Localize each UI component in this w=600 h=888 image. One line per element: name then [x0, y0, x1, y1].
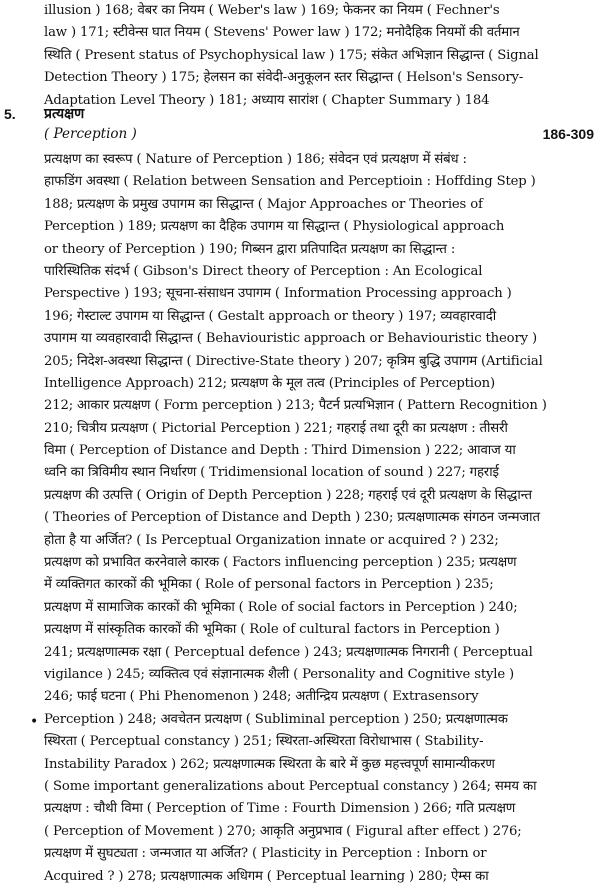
entry-line: 241; प्रत्यक्षणात्मक रक्षा ( Perceptual defence ) 243; प्रत्यक्षणात्मक निगरानी ( Perceptual	[44, 644, 533, 660]
entry-line: 210; चित्रीय प्रत्यक्षण ( Pictorial Perception ) 221; गहराई तथा दूरी का प्रत्यक्षण : तीसरी	[44, 420, 508, 436]
previous-section-entries	[44, 0, 592, 112]
entry-line: 196; गेस्टाल्ट उपागम या सिद्धान्त ( Gestalt approach or theory ) 197; व्यवहारवादी	[44, 308, 496, 324]
entry-line: ध्वनि का त्रिविमीय स्थान निर्धारण ( Tridimensional location of sound ) 227; गहराई	[44, 465, 499, 481]
section-title-english: ( Perception )	[44, 126, 137, 142]
entry-line: ( Perception of Movement ) 270; आकृति अनुप्रभाव ( Figural after effect ) 276;	[44, 823, 522, 839]
entry-line: स्थिति ( Present status of Psychophysical law ) 175; संकेत अभिज्ञान सिद्धान्त ( Signal	[44, 47, 539, 63]
entry-line: or theory of Perception ) 190; गिब्सन द्वारा प्रतिपादित प्रत्यक्षण का सिद्धान्त :	[44, 241, 456, 257]
entry-line: ( Theories of Perception of Distance and Depth ) 230; प्रत्यक्षणात्मक संगठन जन्मजात	[44, 510, 540, 526]
entry-line: 246; फाई घटना ( Phi Phenomenon ) 248; अतीन्द्रिय प्रत्यक्षण ( Extrasensory	[44, 689, 479, 705]
entry-line: स्थिरता ( Perceptual constancy ) 251; स्थिरता-अस्थिरता विरोधाभास ( Stability-	[44, 734, 484, 750]
entry-line: Perspective ) 193; सूचना-संसाधन उपागम ( Information Processing approach )	[44, 286, 512, 302]
margin-bullet-mark: •	[30, 714, 39, 730]
entry-line: law ) 171; स्टीवेन्स घात नियम ( Stevens' Power law ) 172; मनोदैहिक नियमों की वर्तमान	[44, 25, 520, 41]
section-number: 5.	[4, 106, 16, 122]
entry-line: प्रत्यक्षण में सामाजिक कारकों की भूमिका ( Role of social factors in Perception ) 240;	[44, 599, 518, 615]
entry-line: Detection Theory ) 175; हेलसन का संवेदी-अनुकूलन स्तर सिद्धान्त ( Helson's Sensory-	[44, 70, 524, 86]
entry-line: प्रत्यक्षण : चौथी विमा ( Perception of Time : Fourth Dimension ) 266; गति प्रत्यक्षण	[44, 801, 516, 817]
entry-line: illusion ) 168; वेबर का नियम ( Weber's law ) 169; फेकनर का नियम ( Fechner's	[44, 3, 500, 18]
section-title-hindi: प्रत्यक्षण	[44, 106, 85, 122]
section-entries	[44, 149, 592, 888]
entry-line: प्रत्यक्षण में सांस्कृतिक कारकों की भूमिका ( Role of cultural factors in Perception )	[44, 622, 500, 638]
entry-line: Intelligence Approach) 212; प्रत्यक्षण के मूल तत्व (Principles of Perception)	[44, 375, 495, 391]
entry-line: 212; आकार प्रत्यक्षण ( Form perception ) 213; पैटर्न प्रत्यभिज्ञान ( Pattern Recognition )	[44, 398, 547, 414]
entry-line: में व्यक्तिगत कारकों की भूमिका ( Role of personal factors in Perception ) 235;	[44, 577, 494, 593]
entry-line: Acquired ? ) 278; प्रत्यक्षणात्मक अधिगम ( Perceptual learning ) 280; ऐम्स का	[44, 868, 489, 884]
entry-line: ( Some important generalizations about Perceptual constancy ) 264; समय का	[44, 778, 537, 794]
entry-line: Adaptation Level Theory ) 181; अध्याय सारांश ( Chapter Summary ) 184	[44, 92, 490, 108]
entry-line: होता है या अर्जित? ( Is Perceptual Organization innate or acquired ? ) 232;	[44, 532, 499, 548]
entry-line: प्रत्यक्षण की उत्पत्ति ( Origin of Depth Perception ) 228; गहराई एवं दूरी प्रत्यक्षण के सिद्धान्त	[44, 487, 532, 503]
entry-line: 188; प्रत्यक्षण के प्रमुख उपागम का सिद्धान्त ( Major Approaches or Theories of	[44, 196, 483, 212]
entry-line: पारिस्थितिक संदर्भ ( Gibson's Direct theory of Perception : An Ecological	[44, 263, 483, 279]
entry-line: vigilance ) 245; व्यक्तित्व एवं संज्ञानात्मक शैली ( Personality and Cognitive style )	[44, 666, 515, 682]
entry-line: उपागम या व्यवहारवादी सिद्धान्त ( Behaviouristic approach or Behaviouristic theory )	[44, 331, 537, 347]
entry-line: विमा ( Perception of Distance and Depth : Third Dimension ) 222; आवाज या	[44, 443, 516, 459]
entry-line: Perception ) 189; प्रत्यक्षण का दैहिक उपागम या सिद्धान्त ( Physiological approach	[44, 219, 505, 235]
entry-line: प्रत्यक्षण को प्रभावित करनेवाले कारक ( Factors influencing perception ) 235; प्रत्यक्षण	[44, 555, 517, 571]
entry-line: Instability Paradox ) 262; प्रत्यक्षणात्मक स्थिरता के बारे में कुछ महत्त्वपूर्ण सामान्यीकरण	[44, 756, 495, 772]
entry-line: Perception ) 248; अवचेतन प्रत्यक्षण ( Subliminal perception ) 250; प्रत्यक्षणात्मक	[44, 711, 508, 727]
entry-line: प्रत्यक्षण का स्वरूप ( Nature of Perception ) 186; संवेदन एवं प्रत्यक्षण में संबंध :	[44, 152, 467, 167]
entry-line: प्रत्यक्षण में सुघट्यता : जन्मजात या अर्जित? ( Plasticity in Perception : Inborn or	[44, 846, 487, 862]
section-page-range: 186-309	[542, 126, 594, 142]
entry-line: 205; निदेश-अवस्था सिद्धान्त ( Directive-State theory ) 207; कृत्रिम बुद्धि उपागम (Artificial	[44, 353, 543, 369]
entry-line: हाफडिंग अवस्था ( Relation between Sensation and Perceptioin : Hoffding Step )	[44, 174, 536, 190]
